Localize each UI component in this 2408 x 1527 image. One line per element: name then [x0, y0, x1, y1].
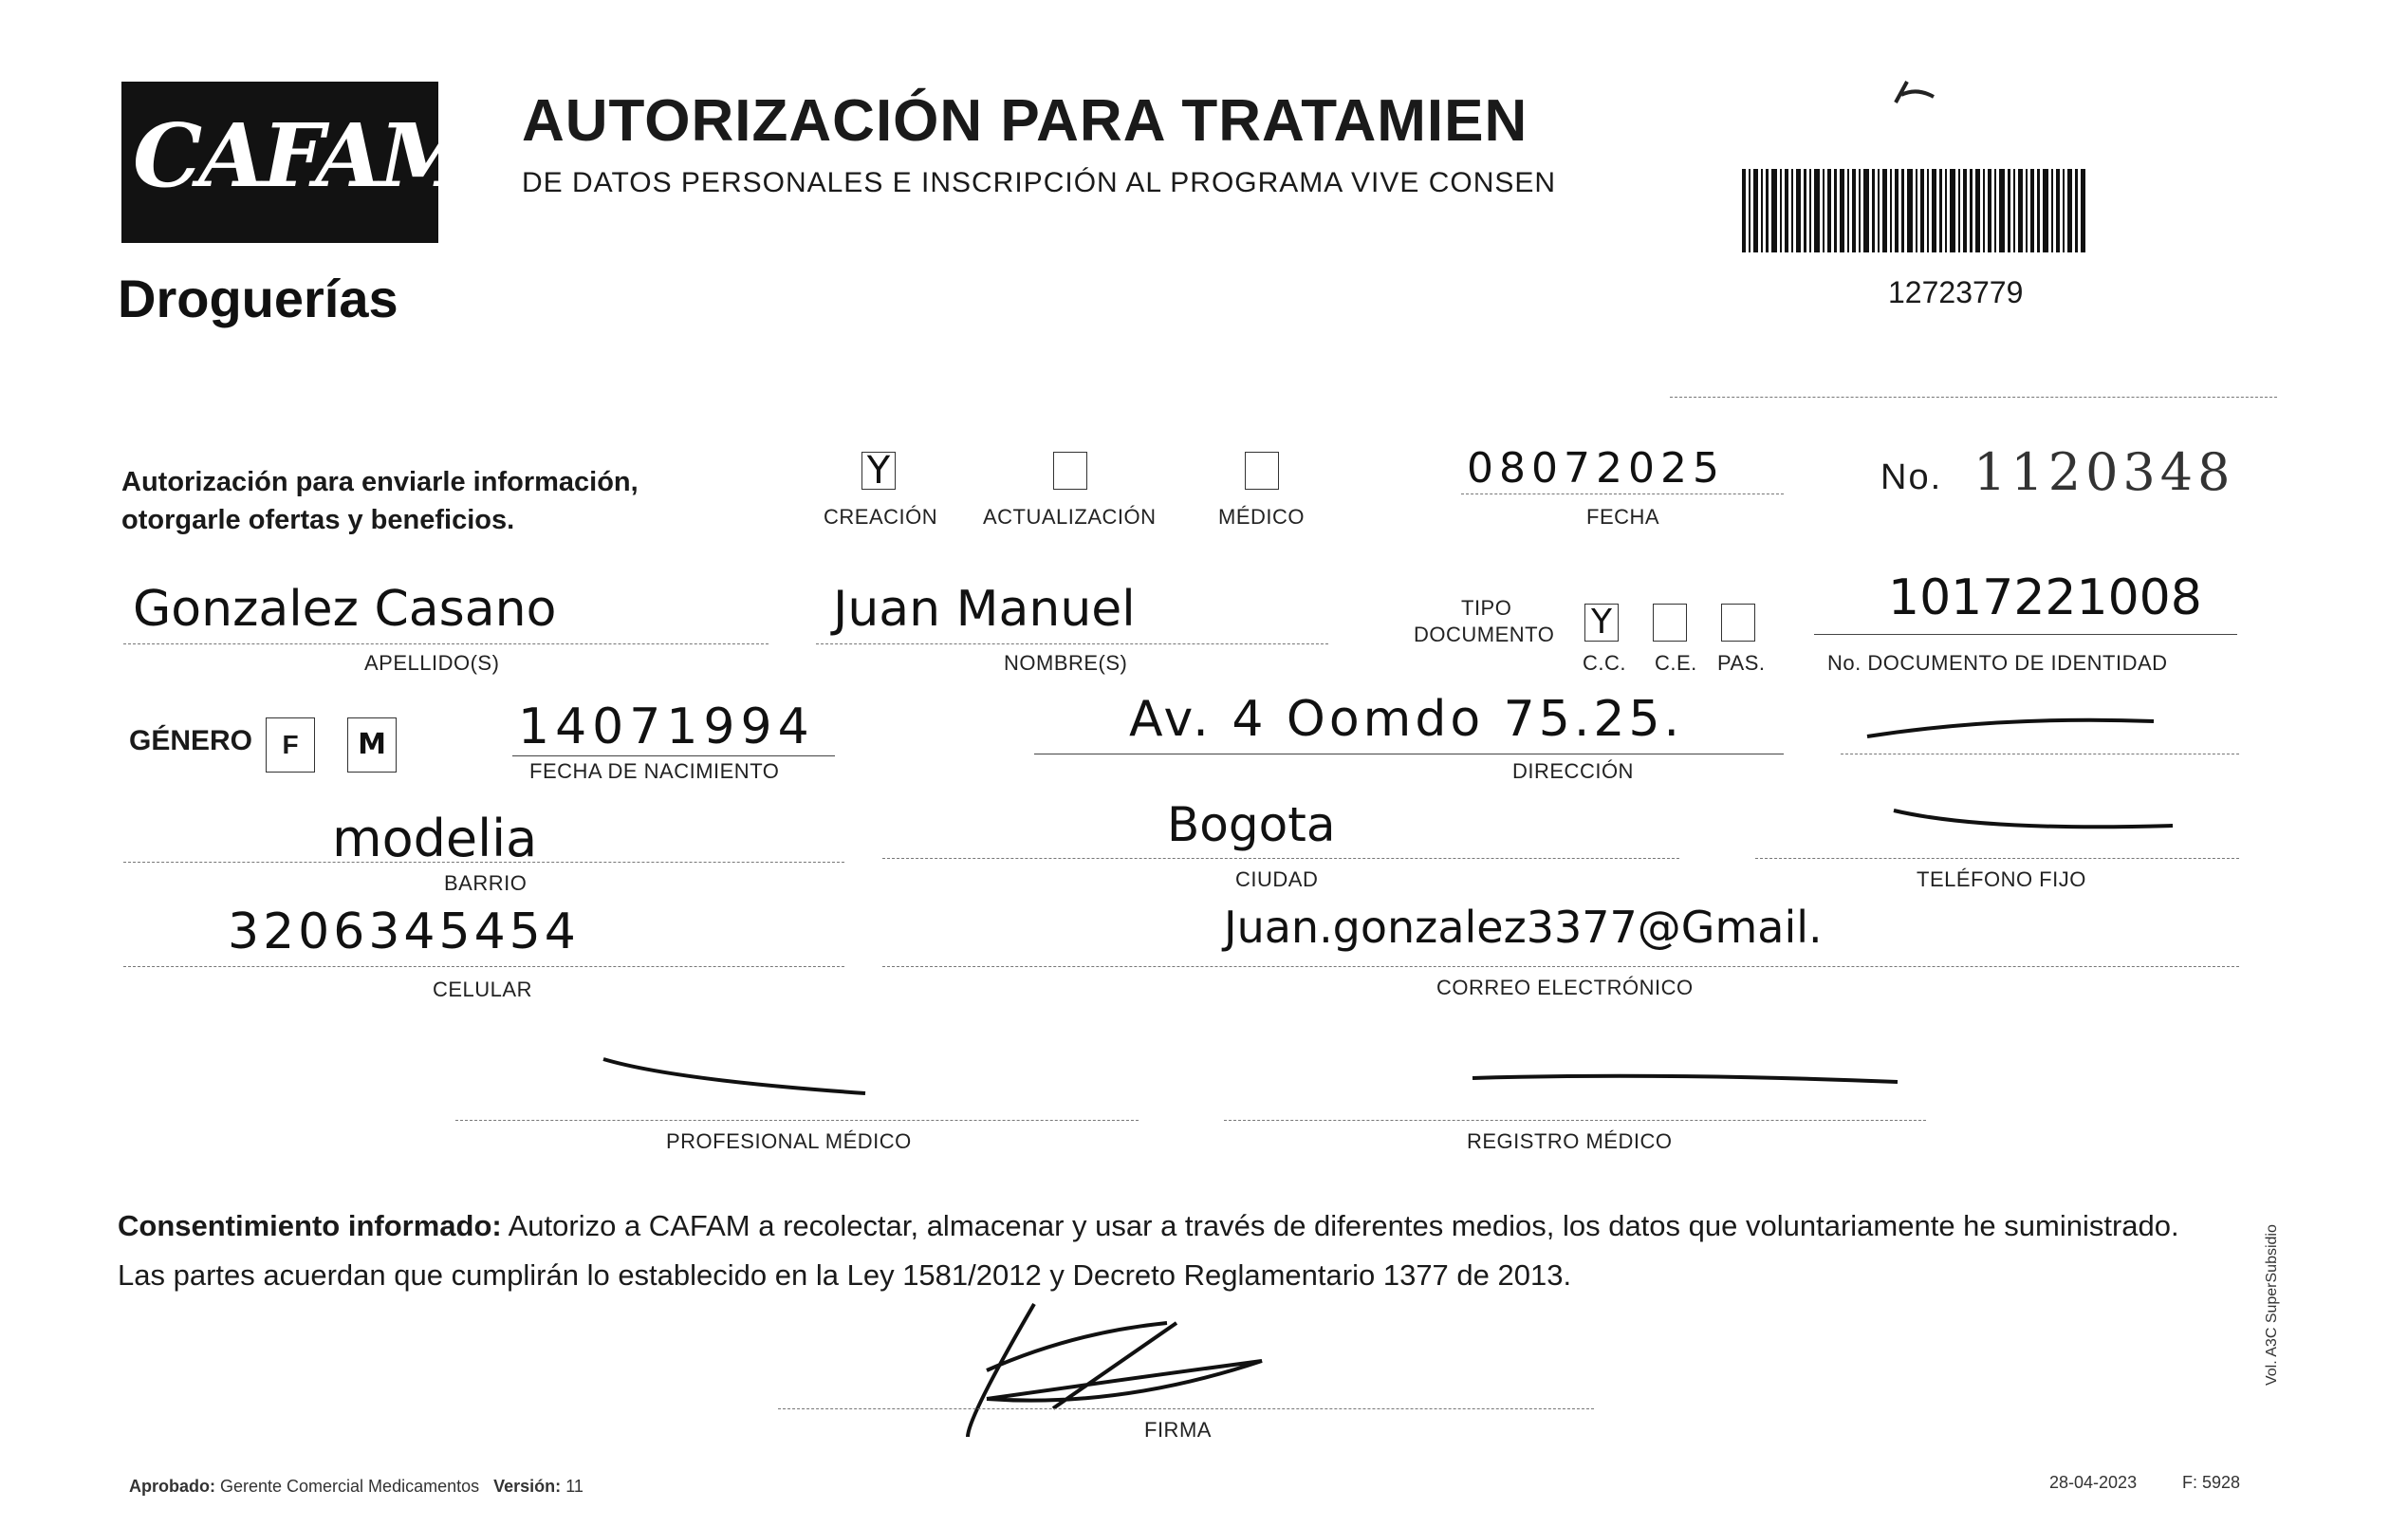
date-label: FECHA [1586, 505, 1660, 529]
footer-date: 28-04-2023 [2049, 1473, 2138, 1492]
gender-m-mark: M [358, 728, 386, 761]
footer-version-value: 11 [565, 1477, 583, 1496]
birth-date-value: 14071994 [518, 698, 815, 755]
doc-ce-checkbox[interactable] [1653, 604, 1687, 642]
registry-line [1224, 1120, 1926, 1121]
doc-cc-label: C.C. [1583, 651, 1626, 675]
email-label: CORREO ELECTRÓNICO [1436, 976, 1694, 999]
medic-checkbox[interactable] [1245, 452, 1279, 490]
registry-label: REGISTRO MÉDICO [1467, 1129, 1673, 1153]
registry-strike-mark [1469, 1061, 1905, 1099]
doc-pas-label: PAS. [1717, 651, 1766, 675]
doc-pas-checkbox[interactable] [1721, 604, 1755, 642]
footer-approved-label: Aprobado: [129, 1477, 215, 1496]
names-value: Juan Manuel [833, 581, 1136, 638]
form-number: 1120348 [1973, 442, 2235, 502]
doc-cc-mark: Y [1591, 603, 1612, 642]
consent-text [118, 1201, 2252, 1300]
number-label: No. [1880, 457, 1943, 497]
authorization-line-2: otorgarle ofertas y beneficios. [121, 505, 515, 535]
phone-strike-mark [1888, 805, 2182, 843]
pen-mark-icon [1888, 74, 1954, 112]
surnames-value: Gonzalez Casano [133, 581, 557, 638]
consent-heading: Consentimiento informado: [118, 1209, 502, 1242]
doc-type-label-1: TIPO [1461, 596, 1512, 620]
date-line [1461, 493, 1784, 494]
creation-mark: Y [866, 449, 891, 493]
address-value: Av. 4 Oomdo 75.25. [1129, 691, 1684, 748]
medic-strike-mark [598, 1052, 873, 1099]
footer-approved [129, 1477, 583, 1497]
mobile-line [123, 966, 844, 967]
footer-version-label: Versión: [493, 1477, 562, 1496]
footer-approved-value: Gerente Comercial Medicamentos [220, 1477, 480, 1496]
barcode [1742, 169, 2085, 252]
mobile-value: 3206345454 [228, 903, 580, 960]
gender-label: GÉNERO [129, 725, 253, 756]
phone-label: TELÉFONO FIJO [1917, 867, 2086, 891]
address-strike-mark [1860, 708, 2163, 746]
city-value: Bogota [1167, 797, 1336, 852]
form-subtitle: DE DATOS PERSONALES E INSCRIPCIÓN AL PROGRAMA VIVE CONSEN [522, 167, 1557, 198]
city-line [882, 858, 1679, 859]
signature-label: FIRMA [1144, 1418, 1212, 1442]
form-title: AUTORIZACIÓN PARA TRATAMIEN [522, 88, 1528, 154]
doc-number-label: No. DOCUMENTO DE IDENTIDAD [1827, 651, 2168, 675]
brand-subtitle: Droguerías [118, 269, 398, 328]
separator-line [1670, 397, 2277, 398]
date-value: 08072025 [1467, 444, 1725, 493]
birth-date-line [512, 755, 835, 756]
signature-line [778, 1408, 1594, 1409]
city-label: CIUDAD [1235, 867, 1319, 891]
surnames-label: APELLIDO(S) [364, 651, 500, 675]
update-label: ACTUALIZACIÓN [983, 505, 1157, 529]
address-label: DIRECCIÓN [1512, 759, 1634, 783]
medic-label: MÉDICO [1218, 505, 1305, 529]
names-line [816, 643, 1328, 644]
side-text: Vol. A3C SuperSubsidio [2264, 1224, 2280, 1386]
signature-mark [930, 1294, 1271, 1437]
birth-date-label: FECHA DE NACIMIENTO [529, 759, 780, 783]
doc-number-line [1814, 634, 2237, 635]
brand-logo-text: CAFAM [133, 104, 472, 207]
doc-cc-checkbox[interactable] [1584, 604, 1619, 642]
email-value: Juan.gonzalez3377@Gmail. [1224, 902, 1823, 953]
neighborhood-line [123, 862, 844, 863]
gender-m-checkbox[interactable] [347, 717, 397, 773]
email-line [882, 966, 2239, 967]
neighborhood-label: BARRIO [444, 871, 528, 895]
consent-line-1: Autorizo a CAFAM a recolectar, almacenar y usar a través de diferentes medios, los datos que voluntariamente he suministrado. [501, 1209, 2179, 1242]
doc-number-value: 1017221008 [1888, 569, 2202, 626]
doc-ce-label: C.E. [1655, 651, 1697, 675]
medic-label: PROFESIONAL MÉDICO [666, 1129, 912, 1153]
neighborhood-value: modelia [332, 809, 538, 868]
phone-line [1755, 858, 2239, 859]
gender-f-label: F [282, 730, 299, 759]
doc-type-label-2: DOCUMENTO [1414, 623, 1555, 646]
footer-code: F: 5928 [2182, 1473, 2241, 1492]
consent-line-2: Las partes acuerdan que cumplirán lo establecido en la Ley 1581/2012 y Decreto Reglamentario 1377 de 2013. [118, 1258, 1572, 1292]
update-checkbox[interactable] [1053, 452, 1087, 490]
barcode-number: 12723779 [1888, 275, 2024, 309]
mobile-label: CELULAR [433, 978, 532, 1001]
creation-checkbox[interactable] [861, 449, 896, 493]
surnames-line [123, 643, 769, 644]
authorization-line-1: Autorización para enviarle información, [121, 467, 639, 497]
gender-f-checkbox[interactable] [266, 717, 315, 773]
medic-line [455, 1120, 1139, 1121]
authorization-text [121, 463, 639, 539]
names-label: NOMBRE(S) [1004, 651, 1128, 675]
creation-label: CREACIÓN [824, 505, 938, 529]
